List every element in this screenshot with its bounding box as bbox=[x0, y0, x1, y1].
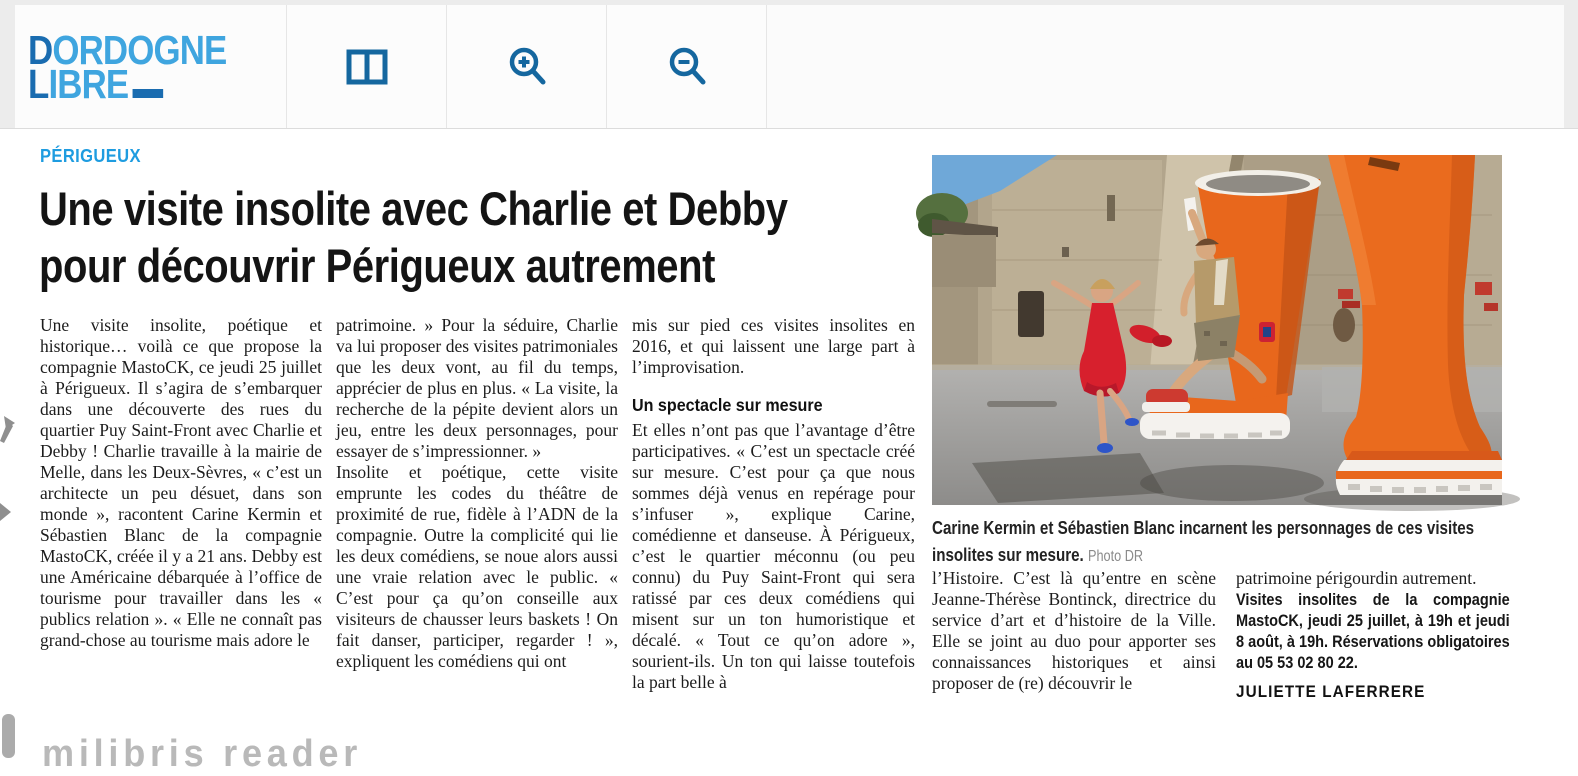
body-column-5 bbox=[1236, 568, 1510, 702]
headline-line2: pour découvrir Périgueux autrement bbox=[39, 239, 715, 292]
logo-underscore bbox=[133, 89, 164, 98]
zoom-in-button[interactable] bbox=[447, 5, 607, 128]
logo-text bbox=[28, 26, 227, 107]
article-photo bbox=[932, 155, 1502, 505]
body-column-2 bbox=[336, 315, 618, 672]
watermark-glyph bbox=[2, 714, 15, 758]
logo-word1-rest: ORDOGNE bbox=[52, 26, 227, 73]
paragraph: Insolite et poétique, cette visite emprunte les codes du théâtre de proximité de rue, fidèle à l’ADN de la compagnie. Outre la complicité qui lie les deux comédiens, se noue alors aussi une vraie relation avec le public. « C’est pour ça qu’on conseille aux visiteurs de chausser leurs baskets ! On fait danser, participer, regarder ! », expliquent les comédiens qui ont bbox=[336, 462, 618, 671]
paragraph: Et elles n’ont pas que l’avantage d’être participatives. « C’est un spectacle créé sur mesure. C’est pour ça que nous sommes déjà venus en repérage pour s’infuser », explique Carine, comédienne et danseuse. À Périgueux, c’est le quartier méconnu (ou peu connu) du Puy Saint-Front qui sera ratissé par ces deux comédiens qui misent sur un ton humoristique et décalé. « Tout ce qu’on adore », sourient-ils. Un ton qui laisse toutefois la part belle à bbox=[632, 420, 915, 692]
author-byline: JULIETTE LAFERRERE bbox=[1236, 682, 1426, 701]
caption-text: Carine Kermin et Sébastien Blanc incarnent les personnages de ces visites insolites sur mesure. bbox=[932, 517, 1475, 565]
kicker: PÉRIGUEUX bbox=[40, 146, 141, 166]
paragraph: patrimoine périgourdin autrement. bbox=[1236, 568, 1477, 588]
practical-info: Visites insolites de la compagnie MastoCK, jeudi 25 juillet, à 19h et jeudi 8 août, à 19h. Réservations obligatoires au 05 53 02 80 22. bbox=[1236, 591, 1510, 672]
subhead: Un spectacle sur mesure bbox=[632, 395, 823, 415]
logo-word2-rest: IBRE bbox=[48, 60, 129, 107]
body-column-3 bbox=[632, 315, 915, 693]
photo-illustration bbox=[932, 155, 1502, 505]
paragraph: mis sur pied ces visites insolites en 2016, et qui laissent une large part à l’improvisation. bbox=[632, 315, 915, 377]
zoom-out-icon bbox=[665, 45, 709, 89]
paragraph: l’Histoire. C’est là qu’entre en scène Jeanne-Thérèse Bontinck, directrice du service d’art et d’histoire de la Ville. Elle se joint au duo pour apporter ses connaissances historiques et ainsi proposer de (re) découvrir le bbox=[932, 568, 1216, 693]
toolbar bbox=[0, 0, 1578, 129]
page-spread-icon bbox=[344, 46, 390, 88]
caption-credit: Photo DR bbox=[1087, 548, 1144, 565]
zoom-in-icon bbox=[505, 45, 549, 89]
page-spread-button[interactable] bbox=[287, 5, 447, 128]
headline-line1: Une visite insolite avec Charlie et Debby bbox=[39, 182, 788, 235]
body-column-4 bbox=[932, 568, 1216, 694]
paragraph: Une visite insolite, poétique et historique… voilà ce que propose la compagnie MastoCK, ce jeudi 25 juillet à Périgueux. Il s’agira de s’embarquer dans une découverte des rues du quartier Puy Saint-Front avec Charlie et Debby ! Charlie travaille à la mairie de Melle, dans les Deux-Sèvres, « c’est un architecte un peu désuet, dans son monde », racontent Carine Kermin et Sébastien Blanc de la compagnie MastoCK, créée il y a 21 ans. Debby est une Américaine débarquée à l’office de tourisme pour travailler dans les « publics relation ». « Elle ne connaît pas grand-chose au tourisme mais adore le bbox=[40, 315, 322, 650]
watermark-text: milibris reader bbox=[42, 733, 363, 775]
body-column-1 bbox=[40, 315, 322, 651]
headline bbox=[39, 180, 940, 294]
photo-caption bbox=[932, 514, 1506, 570]
logo-word2-initial: L bbox=[28, 60, 49, 107]
article-page bbox=[0, 130, 1578, 748]
paragraph: patrimoine. » Pour la séduire, Charlie va lui proposer des visites patrimoniales que les deux vont, au fil du temps, apprécier de plus en plus. « La visite, la recherche de la pépite devient alors un jeu, entre les deux personnages, pour essayer de s’impressionner. » bbox=[336, 315, 618, 461]
zoom-out-button[interactable] bbox=[607, 5, 767, 128]
toolbar-spacer bbox=[767, 5, 1564, 128]
logo-word1-initial: D bbox=[28, 26, 53, 73]
photo-background-figure bbox=[1333, 308, 1355, 342]
logo[interactable] bbox=[15, 5, 287, 128]
edge-arrow-icon bbox=[0, 415, 16, 443]
edge-pointer-icon bbox=[0, 503, 12, 521]
photo-doorway bbox=[1018, 291, 1044, 337]
